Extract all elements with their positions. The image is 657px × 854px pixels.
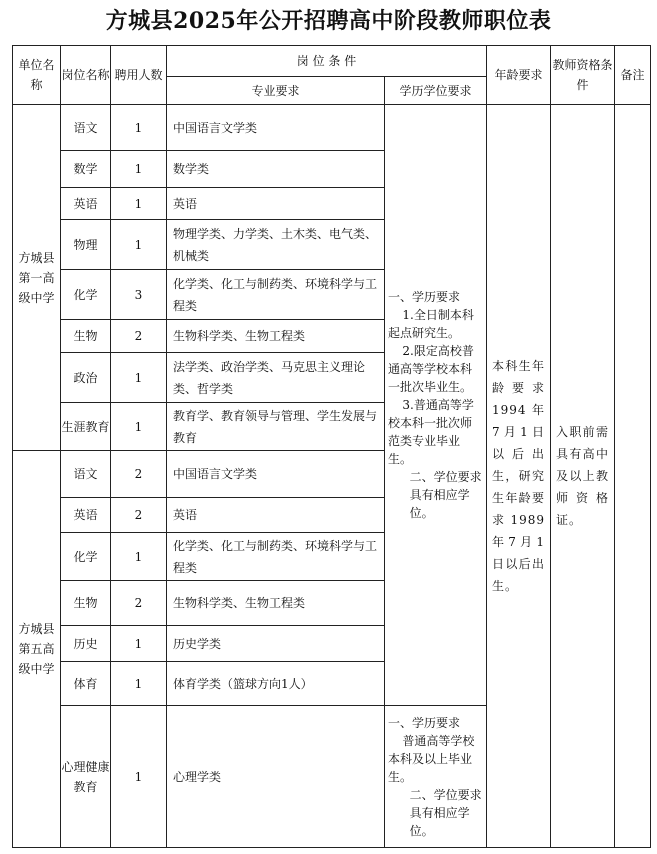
- major-cell: 法学类、政治学类、马克思主义理论类、哲学类: [167, 353, 385, 403]
- major-cell: 生物科学类、生物工程类: [167, 320, 385, 353]
- table-row: [13, 105, 651, 151]
- major-cell: 化学类、化工与制药类、环境科学与工程类: [167, 270, 385, 320]
- header-unit: 单位名称: [13, 46, 61, 105]
- count-cell: 2: [111, 498, 167, 533]
- post-cell: 英语: [61, 498, 111, 533]
- header-count: 聘用人数: [111, 46, 167, 105]
- major-cell: 教育学、教育领导与管理、学生发展与教育: [167, 403, 385, 451]
- post-cell: 化学: [61, 533, 111, 581]
- major-cell: 中国语言文学类: [167, 451, 385, 498]
- count-cell: 1: [111, 151, 167, 188]
- count-cell: 1: [111, 662, 167, 706]
- degree-main-line2: 1.全日制本科起点研究生。: [388, 308, 474, 340]
- count-cell: 1: [111, 353, 167, 403]
- count-cell: 1: [111, 188, 167, 220]
- major-cell: 数学类: [167, 151, 385, 188]
- major-cell: 英语: [167, 498, 385, 533]
- degree-psych-line1: 一、学历要求: [388, 715, 461, 730]
- degree-requirement-main: [385, 105, 487, 706]
- job-table: [12, 45, 651, 848]
- post-cell: 英语: [61, 188, 111, 220]
- post-cell: 语文: [61, 105, 111, 151]
- major-cell: 化学类、化工与制药类、环境科学与工程类: [167, 533, 385, 581]
- header-note: 备注: [615, 46, 651, 105]
- note-cell: [615, 105, 651, 848]
- post-cell: 心理健康教育: [61, 706, 111, 848]
- count-cell: 1: [111, 105, 167, 151]
- degree-main-line3: 2.限定高校普通高等学校本科一批次毕业生。: [388, 344, 474, 394]
- degree-main-line5: 二、学位要求具有相应学位。: [409, 470, 482, 520]
- header-degree: 学历学位要求: [385, 77, 487, 105]
- degree-psych-line2: 普通高等学校本科及以上毕业生。: [388, 733, 475, 784]
- major-cell: 物理学类、力学类、土木类、电气类、机械类: [167, 220, 385, 270]
- post-cell: 生物: [61, 320, 111, 353]
- header-post: 岗位名称: [61, 46, 111, 105]
- post-cell: 生涯教育: [61, 403, 111, 451]
- count-cell: 3: [111, 270, 167, 320]
- page-title: 方城县2025年公开招聘高中阶段教师职位表: [105, 8, 552, 34]
- count-cell: 2: [111, 320, 167, 353]
- degree-requirement-psych: [385, 706, 487, 848]
- post-cell: 体育: [61, 662, 111, 706]
- major-cell: 中国语言文学类: [167, 105, 385, 151]
- post-cell: 化学: [61, 270, 111, 320]
- count-cell: 1: [111, 403, 167, 451]
- unit-name-2: 方城县第五高级中学: [13, 451, 61, 848]
- post-cell: 生物: [61, 581, 111, 626]
- header-conditions: 岗 位 条 件: [167, 46, 487, 77]
- count-cell: 2: [111, 581, 167, 626]
- post-cell: 历史: [61, 626, 111, 662]
- major-cell: 英语: [167, 188, 385, 220]
- post-cell: 物理: [61, 220, 111, 270]
- count-cell: 1: [111, 706, 167, 848]
- header-major: 专业要求: [167, 77, 385, 105]
- post-cell: 语文: [61, 451, 111, 498]
- post-cell: 数学: [61, 151, 111, 188]
- unit-name-1: 方城县第一高级中学: [13, 105, 61, 451]
- count-cell: 1: [111, 533, 167, 581]
- major-cell: 历史学类: [167, 626, 385, 662]
- age-requirement: 本科生年龄要求1994年7月1日以后出生，研究生年龄要求1989年7月1日以后出生。: [487, 105, 551, 848]
- major-cell: 生物科学类、生物工程类: [167, 581, 385, 626]
- degree-main-line1: 一、学历要求: [388, 290, 461, 304]
- header-qualification: 教师资格条件: [551, 46, 615, 105]
- post-cell: 政治: [61, 353, 111, 403]
- major-cell: 心理学类: [167, 706, 385, 848]
- count-cell: 1: [111, 626, 167, 662]
- count-cell: 2: [111, 451, 167, 498]
- qualification-requirement: 入职前需具有高中及以上教师资格证。: [551, 105, 615, 848]
- count-cell: 1: [111, 220, 167, 270]
- degree-psych-line3: 二、学位要求具有相应学位。: [409, 787, 482, 838]
- major-cell: 体育学类（篮球方向1人）: [167, 662, 385, 706]
- degree-main-line4: 3.普通高等学校本科一批次师范类专业毕业生。: [388, 398, 474, 466]
- header-age: 年龄要求: [487, 46, 551, 105]
